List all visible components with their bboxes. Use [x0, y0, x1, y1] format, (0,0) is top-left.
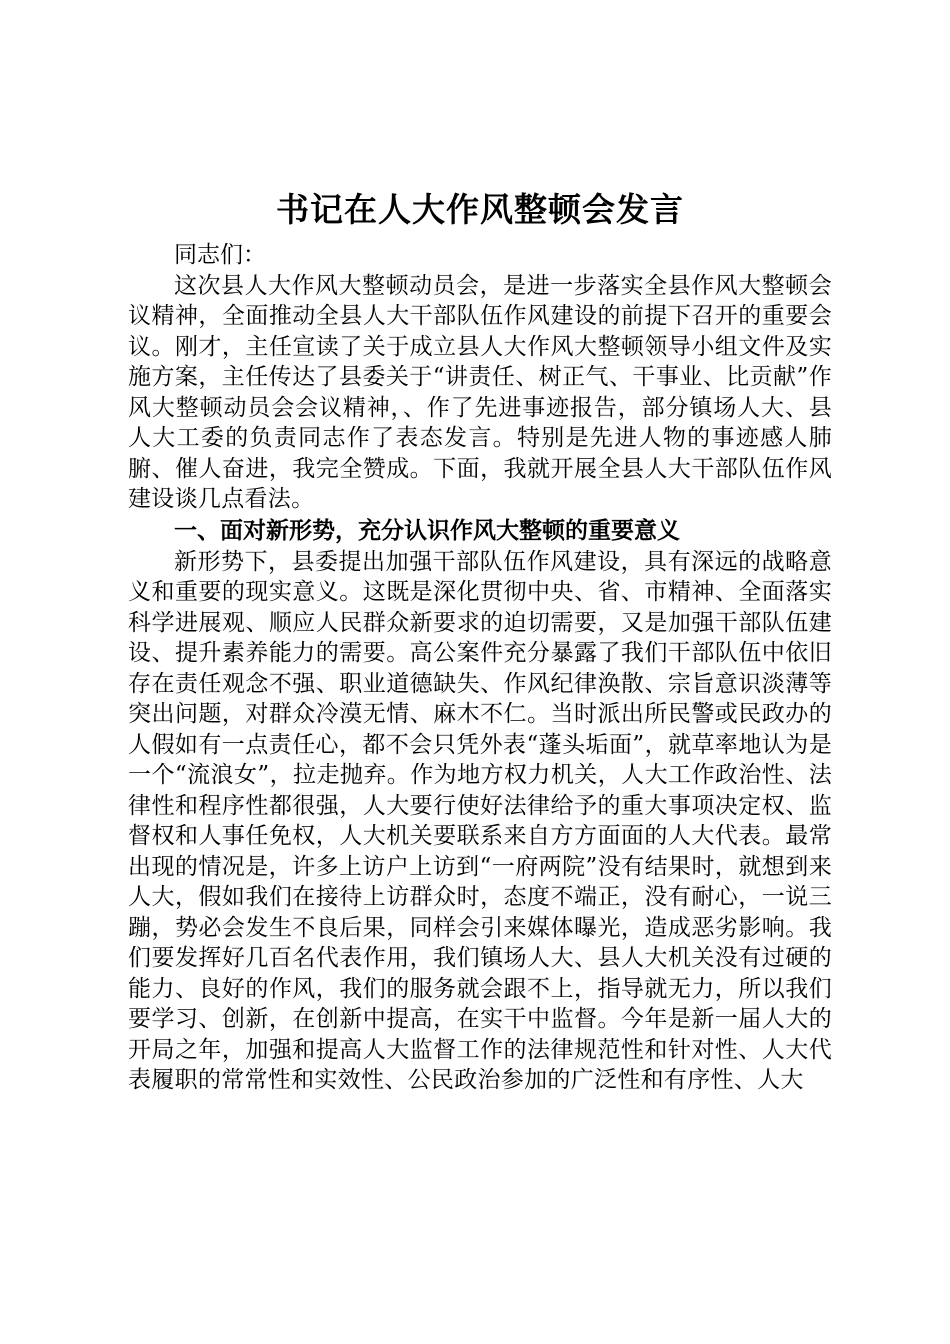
greeting: 同志们：: [174, 242, 266, 268]
document-title: 书记在人大作风整顿会发言: [276, 190, 684, 229]
section-heading: 一、面对新形势，充分认识作风大整顿的重要意义: [174, 517, 680, 544]
intro-paragraph: 这次县人大作风大整顿动员会，是进一步落实全县作风大整顿会议精神，全面推动全县人大干部队伍作风建设的前提下召开的重要会议。刚才，主任宣读了关于成立县人大作风大整顿领导小组文件及实施方案，主任传达了县委关于“讲责任、树正气、干事业、比贡献”作风大整顿动员会会议精神，、作了先进事迹报告，部分镇场人大、县人大工委的负责同志作了表态发言。特别是先进人物的事迹感人肺腑、催人奋进，我完全赞成。下面，我就开展全县人大干部队伍作风建设谈几点看法。: [128, 272, 832, 512]
document-body: [128, 188, 832, 1096]
section-paragraph: 新形势下，县委提出加强干部队伍作风建设，具有深远的战略意义和重要的现实意义。这既是深化贯彻中央、省、市精神、全面落实科学进展观、顺应人民群众新要求的迫切需要，又是加强干部队伍建设、提升素养能力的需要。高公案件充分暴露了我们干部队伍中依旧存在责任观念不强、职业道德缺失、作风纪律涣散、宗旨意识淡薄等突出问题，对群众冷漠无情、麻木不仁。当时派出所民警或民政办的人假如有一点责任心，都不会只凭外表“蓬头垢面”，就草率地认为是一个“流浪女”，拉走抛弃。作为地方权力机关，人大工作政治性、法律性和程序性都很强，人大要行使好法律给予的重大事项决定权、监督权和人事任免权，人大机关要联系来自方方面面的人大代表。最常出现的情况是，许多上访户上访到“一府两院”没有结果时，就想到来人大，假如我们在接待上访群众时，态度不端正，没有耐心，一说三蹦，势必会发生不良后果，同样会引来媒体曝光，造成恶劣影响。我们要发挥好几百名代表作用，我们镇场人大、县人大机关没有过硬的能力、良好的作风，我们的服务就会跟不上，指导就无力，所以我们要学习、创新，在创新中提高，在实干中监督。今年是新一届人大的开局之年，加强和提高人大监督工作的法律规范性和针对性、人大代表履职的常常性和实效性、公民政治参加的广泛性和有序性、人大: [128, 548, 832, 1093]
